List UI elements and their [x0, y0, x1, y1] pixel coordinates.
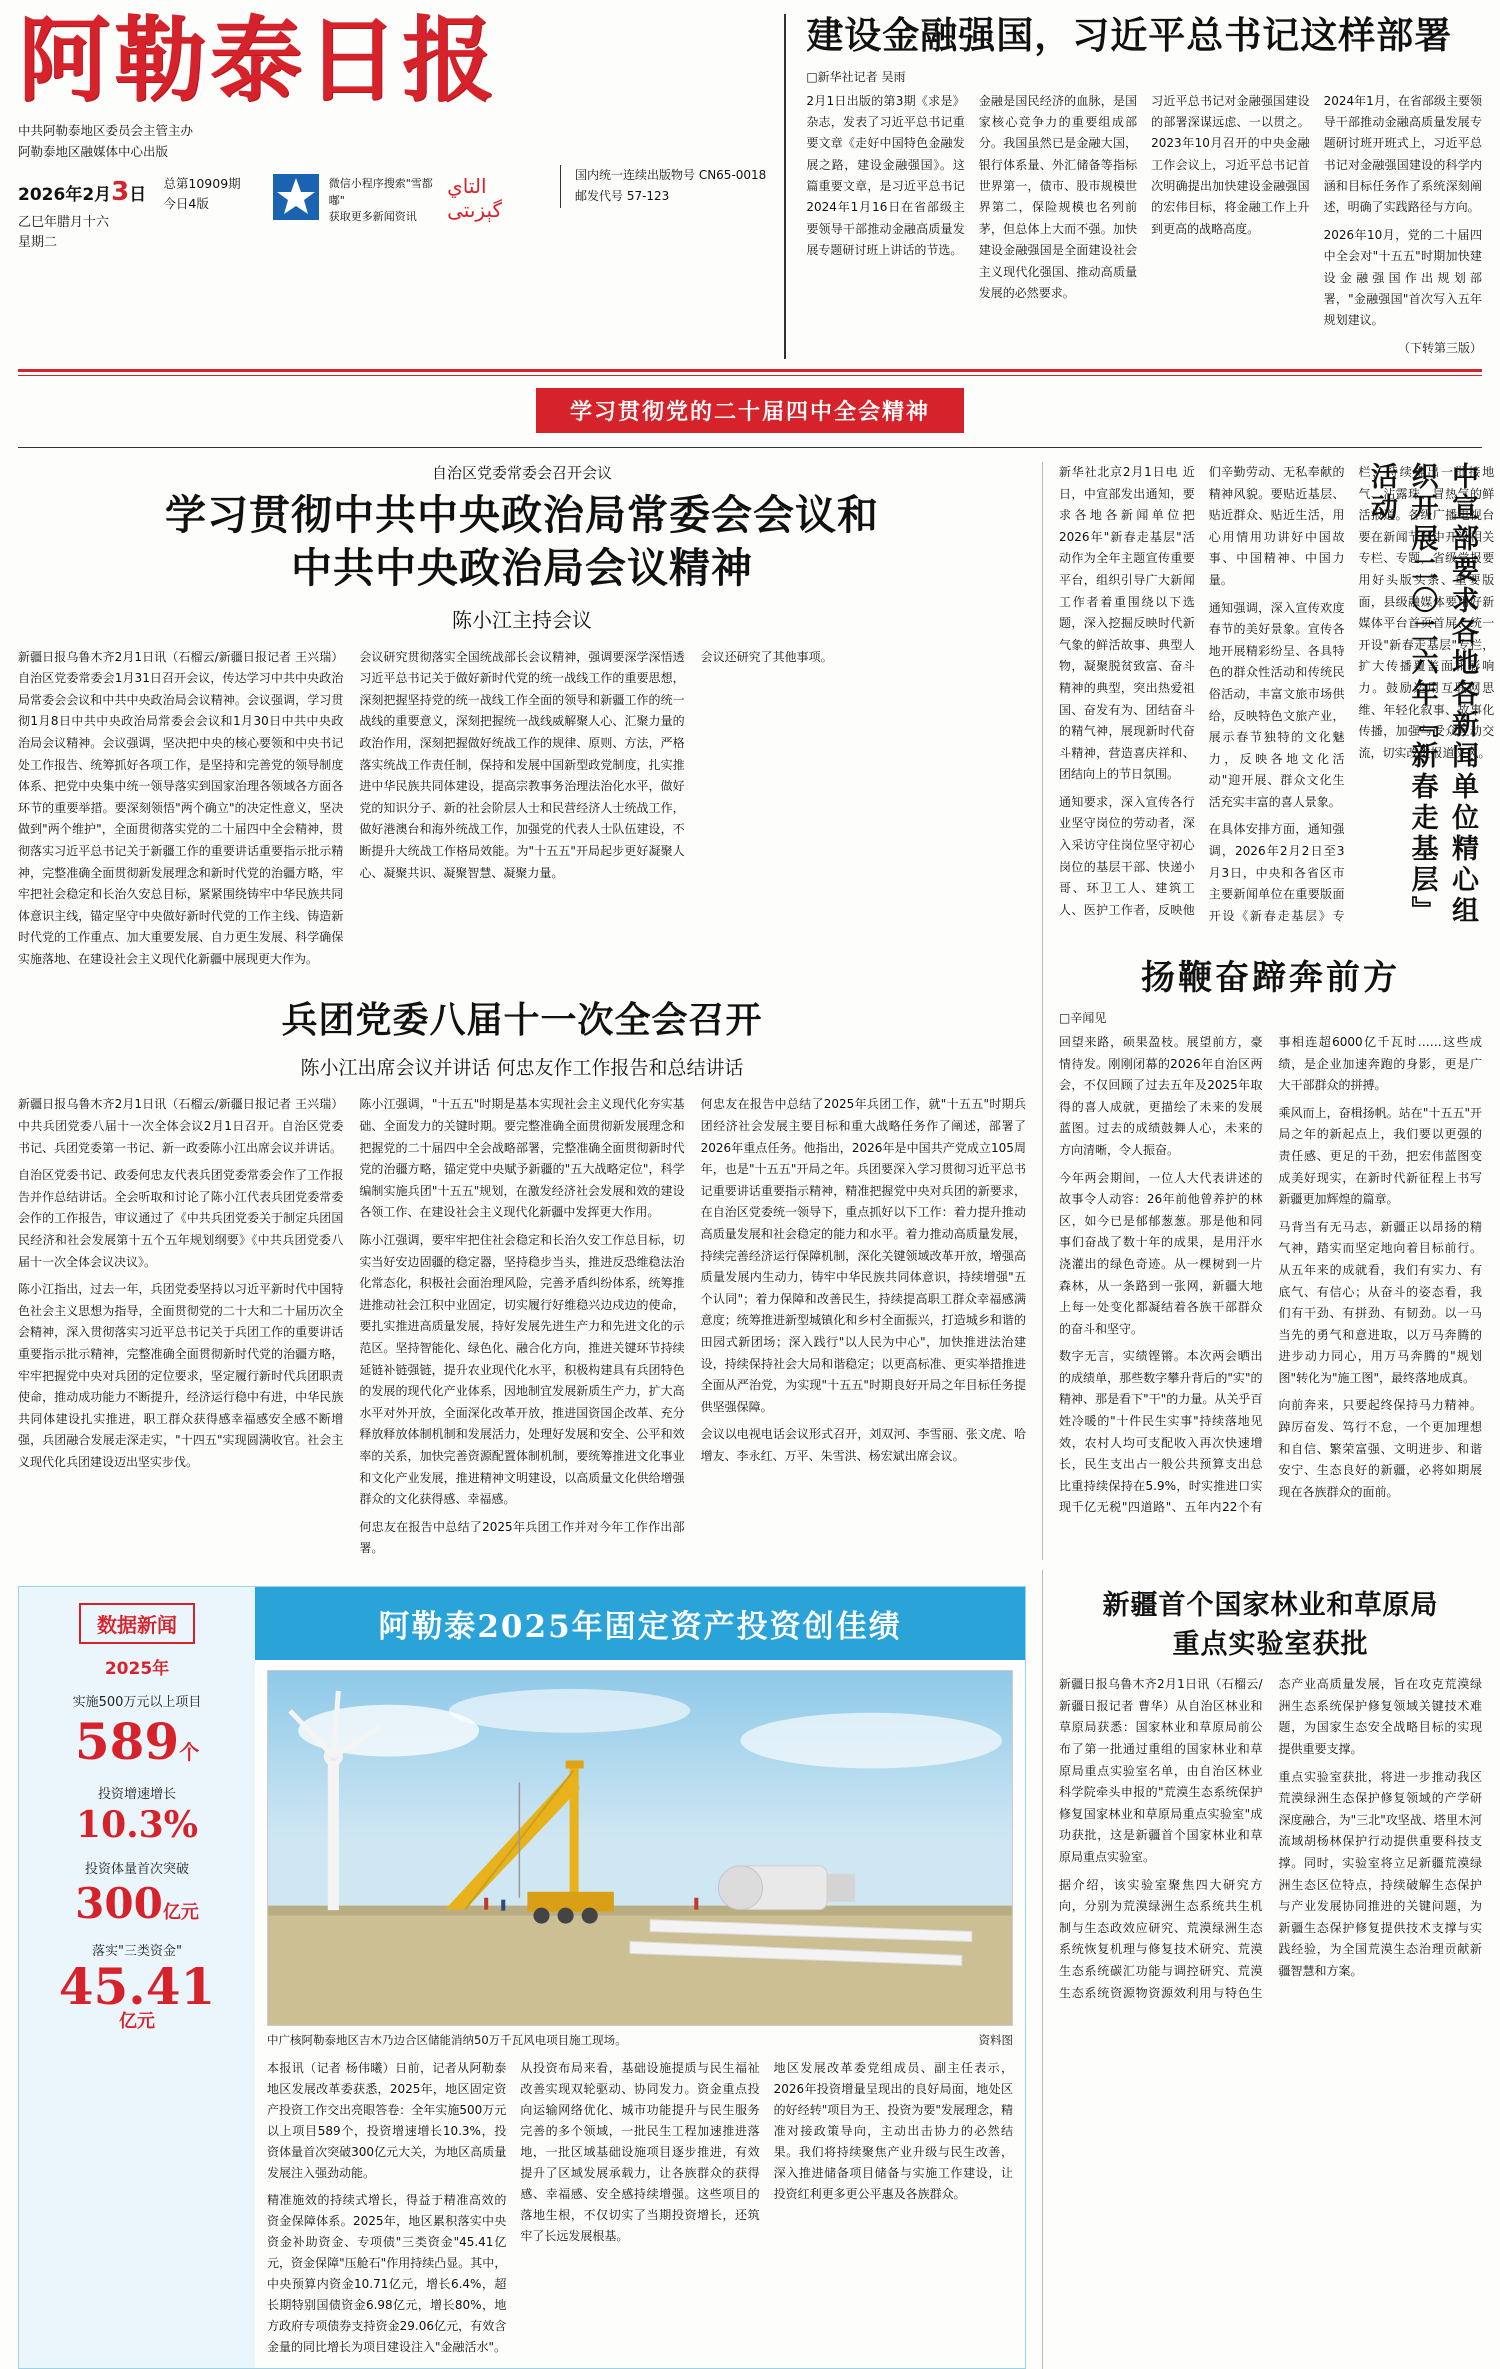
issue-number [163, 172, 262, 214]
article4-body [1059, 1032, 1482, 1519]
article5-headline-line1: 新疆首个国家林业和草原局 [1102, 1589, 1439, 1621]
article5-para-2: 据介绍，该实验室聚焦四大研究方向，分别为荒漠绿洲生态系统共生机制与生态政效应研究、荒漠绿洲生态系统恢复机理与修复技术研究、荒漠生态系统碳汇功能与调控研究、荒漠生态系统资源物资源效利用与特色生态产业高质量发展，旨在攻克荒漠绿洲生态系统保护修复领域关键技术难题，为国家生态安全战略目标的实现提供重要支撑。 [1059, 1677, 1482, 2000]
data-item-value-2 [27, 1879, 247, 1928]
article4-para-6: 向前奔来，只要起终保持马力精神。踔厉奋发、笃行不怠，一个更加理想和自信、繁荣富强、文明进步、和谐安宁、生态良好的新疆，必将如期展现在各族群众的面前。 [1278, 1398, 1482, 1499]
feature-photo [267, 1670, 1013, 2026]
feature-para-2: 精准施效的持续式增长，得益于精准高效的资金保障体系。2025年，地区累积落实中央资金补助资金、专项债"三类资金"45.41亿元，资金保障"压舱石"作用持续凸显。其中，中央预算内资金10.71亿元，增长6.4%，超长期特别国债资金6.98亿元，增长80%，地方政府专项债券支持资金29.06亿元，有效含金量的同比增长为项目建设注入"金融活水"。 [267, 2192, 507, 2354]
feature-content [255, 1660, 1025, 2368]
feature-title: 阿勒泰2025年固定资产投资创佳绩 [255, 1587, 1025, 1660]
article3 [1059, 461, 1495, 932]
article5 [1042, 1570, 1482, 2369]
article5-headline-line2: 重点实验室获批 [1172, 1629, 1369, 1661]
article1-para-1: 新疆日报乌鲁木齐2月1日讯（石榴云/新疆日报记者 王兴瑞）自治区党委常委会1月31日召开会议，传达学习中共中央政治局常委会会议和中共中央政治局会议精神。会议强调，学习贯彻1月8日中共中央政治局常委会会议和1月30日中共中央政治局会议精神。会议强调，坚决把中央的核心要领和中央书记处工作报告、统筹抓好各项工作，是坚持和完善党的领导制度体系、把党中央集中统一领导落实到国家治理各领域各方面各环节的重要举措。要深刻领悟"两个确立"的决定性意义，坚决做到"两个维护"，全面贯彻落实党的二十届四中全会精神，贯彻落实习近平总书记关于新疆工作的重要讲话重要指示批示精神，完整准确全面贯彻新发展理念和新时代党的治疆方略，牢牢把社会稳定和长治久安总目标，紧紧围绕铸牢中华民族共同体意识主线，锚定坚守中央做好新时代党的工作主线、铸造新时代党的工作重点、加大重要发展、自力更生发展、科学确保实施落地、在建设社会主义现代化新疆中展现更大作为。 [18, 649, 344, 966]
article2-headline: 兵团党委八届十一次全会召开 [281, 999, 763, 1042]
lead-para-2: 金融是国民经济的血脉，是国家核心竞争力的重要组成部分。我国虽然已是金融大国，银行体系量、外汇储备等指标世界第一，债市、股市规模世界第二，保险规模也名列前茅，但总体上大而不强。加快建设金融强国是全面建设社会主义现代化强国、推动高质量发展的必然要求。 [978, 93, 1138, 300]
feature-photo-credit: 资料图 [978, 2032, 1013, 2047]
data-news-tag: 数据新闻 [79, 1603, 195, 1644]
lead-para-4: 2024年1月，在省部级主要领导干部推动金融高质量发展专题研讨班开班式上，习近平总书记对金融强国建设的科学内涵和目标任务作了系统深刻阐述，明确了实践路径与方向。 [1323, 93, 1482, 215]
wechat-scan-text [329, 172, 437, 226]
article4-para-5: 马背当有无马志，新疆正以昂扬的精气神，踏实而坚定地向着目标前行。从五年来的成就看，我们有实力、有底气、有信心；从奋斗的姿态看，我们有干劲、有拼劲、有韧劲。以一马当先的勇气和意进取，以万马奔腾的进步动力同心，用万马奔腾的"规划图"转化为"施工图"，最终落地成真。 [1278, 1219, 1482, 1385]
article3-para-2: 通知要求，深入宣传各行业坚守岗位的劳动者，深入采访守住岗位坚守初心岗位的基层干部、快递小哥、环卫工人、建筑工人、医护工作者，反映他们辛勤劳动、无私奉献的精神风貌。要贴近基层、贴近群众、贴近生活，用心用情用功讲好中国故事、中国精神、中国力量。 [1059, 464, 1345, 917]
article5-para-1: 新疆日报乌鲁木齐2月1日讯（石榴云/新疆日报记者 曹华）从自治区林业和草原局获悉：国家林业和草原局前公布了第一批通过重组的国家林业和草原局重点实验室名单，由自治区林业科学院牵头申报的"荒漠生态系统保护修复国家林业和草原局重点实验室"成功获批，这是新疆首个国家林业和草原局重点实验室。 [1059, 1677, 1263, 1864]
banner-label: 学习贯彻党的二十届四中全会精神 [536, 388, 964, 433]
bottom-area [18, 1570, 1482, 2369]
masthead-meta [18, 172, 538, 253]
feature-box [18, 1586, 1026, 2369]
data-item-unit-3: 亿元 [119, 2011, 155, 2033]
feature-main [255, 1587, 1025, 2368]
scan-line-1: 微信小程序搜索"雪都嘟" [328, 177, 433, 207]
data-year: 2025年 [104, 1658, 170, 1679]
article2-col-3 [701, 1094, 1026, 1559]
newspaper-logo: 阿勒泰日报 [18, 6, 499, 114]
article1-headline-line1: 学习贯彻中共中央政治局常委会会议和 [165, 490, 879, 539]
article4-byline: □辛闻见 [1059, 1010, 1107, 1025]
article3-para-3: 通知强调，深入宣传欢度春节的美好景象。宣传各地开展精彩纷呈、各具特色的群众性活动和传统民俗活动，丰富文旅市场供给，反映特色文旅产业，展示春节独特的文化魅力，反映各地文化活动"迎开展、群众文化生活充实丰富的喜人景象。 [1208, 600, 1345, 809]
article2-body [18, 1094, 1026, 1559]
left-column [18, 462, 1026, 1560]
date-week: 星期二 [18, 234, 58, 250]
article4-para-1: 回望来路，硕果盈枝。展望前方，豪情待发。刚刚闭幕的2026年自治区两会，不仅回顾了过去五年及2025年取得的喜人成就，更描绘了未来的发展蓝图。过去的成绩鼓舞人心，未来的方向清晰，令人振奋。 [1059, 1034, 1263, 1157]
banner-underline [18, 447, 1482, 448]
data-item-label-3: 落实"三类资金" [92, 1943, 182, 1959]
lead-col-2 [979, 91, 1137, 359]
article1-subhead: 陈小江主持会议 [452, 607, 592, 632]
continuation-note: （下转第三版） [1397, 340, 1482, 355]
article4-para-3: 数字无言，实绩铿锵。本次两会晒出的成绩单，那些数字攀升背后的"实"的精神、那是看下"干"的力量。从关乎百姓冷暖的"十件民生实事"持续落地见效，农村人均可支配收入再次快速增长，民生支出占一般公共预算支出总比重持续保持在5.9%，时实推进口实现千亿无税"四道路"、五年内22个有事相连超6000亿千瓦时……这些成绩，是企业加速奔跑的身影，更是广大干部群众的拼搏。 [1059, 1034, 1482, 1515]
post-code: 邮发代号 57-123 [575, 189, 670, 204]
main-content [18, 461, 1495, 1560]
article1-kicker: 自治区党委常委会召开会议 [431, 463, 612, 482]
article5-body [1059, 1674, 1482, 2004]
date-main: 2026年2月3日 [18, 177, 147, 208]
article2-para-5: 陈小江强调，要牢牢把住社会稳定和长治久安工作总目标，切实当好安边固疆的稳定器，坚持稳步当头，推进反恐维稳法治化常态化，积极社会面治理风险，完善矛盾纠纷体系，统筹推进推动社会江积中业固定，切实履行好维稳兴边戍边的使命，要扎实推进高质量发展，持好发展先进生产力和先进文化的示范区。坚持智能化、绿色化、融合化方向，推进关键环节持续延链补链强链，提升农业现代化水平，积极构建具有兵团特色的发展的现代化产业体系，因地制宜发展新质生产力，扩大高水平对外开放，全面深化改革开放，推进国资国企改革、充分释放释放体制机制和发展活力，处理好发展和安全、公平和效率的关系，加快完善资源配置体制机制，要统筹推进文化事业和文化产业发展，推进精神文明建设，以高质量文化供给增强群众的文化获得感、幸福感。 [359, 1233, 685, 1507]
article2-para-3: 陈小江指出，过去一年，兵团党委坚持以习近平新时代中国特色社会主义思想为指导，全面贯彻党的二十大和二十届历次全会精神，深入贯彻落实习近平总书记关于兵团工作的重要讲话重要指示批示精神，完整准确全面贯彻新时代党的治疆方略，牢牢把握党中央对兵团的定位要求，坚定履行新时代兵团职责使命，推动成功能力不断提升，经济运行稳中有进，中华民族共同体建设扎实推进，职工群众获得感幸福感安全感不断增强，兵团融合发展走深走实，"十四五"实现圆满收官。社会主义现代化兵团建设迈出坚实步伐。 [18, 1282, 344, 1469]
article1-headline [18, 489, 1026, 596]
lead-para-3: 习近平总书记对金融强国建设的部署深谋远虑、一以贯之。2023年10月召开的中央金融工作会议上，习近平总书记首次明确提出加快建设金融强国的宏伟目标，将金融工作上升到更高的战略高度。 [1151, 93, 1310, 236]
article1-headline-line2: 中共中央政治局会议精神 [291, 544, 753, 593]
divider-thick [18, 369, 1482, 372]
article1-col-3 [701, 647, 1026, 971]
article4-para-2: 今年两会期间，一位人大代表讲述的故事令人动容：26年前他曾养护的林区，如今已是郁郁葱葱。那是他和同事们奋战了数十年的成果，是用汗水浇灌出的绿色奇迹。从一棵树到一片森林，从一条路到一张网，新疆大地上每一处变化都凝结着各族干部群众的奋斗和坚守。 [1059, 1170, 1263, 1336]
lead-body [806, 91, 1482, 359]
masthead-left [18, 6, 538, 253]
article2-para-7: 何忠友在报告中总结了2025年兵团工作，就"十五五"时期兵团经济社会发展主要目标和重大战略任务作了阐述，部署了2026年重点任务。他指出，2026年是中国共产党成立105周年，也是"十五五"开局之年。兵团要深入学习贯彻习近平总书记重要讲话重要指示精神，精准把握党中央对兵团的新要求，在自治区党委统一领导下，重点抓好以下工作：着力提升推动高质量发展和社会稳定的能力和水平。着力推动高质量发展，持续完善经济运行保障机制，深化关键领域改革开放，增强高质量发展内生动力，铸牢中华民族共同体意识，持续增强"五个认同"；着力保障和改善民生，持续提高职工群众幸福感满意度；统筹推进新型城镇化和乡村全面振兴，打造城乡和谐的田园式新团场；深入践行"以人民为中心"，加快推进法治建设，持续保持社会大局和谐稳定；以更高标准、更实举措推进全面从严治党，为实现"十五五"时期良好开局之年目标任务提供坚强保障。 [700, 1097, 1026, 1414]
data-item-label-1: 投资增速增长 [97, 1786, 176, 1802]
divider-thin [18, 375, 1482, 376]
article2-para-1: 新疆日报乌鲁木齐2月1日讯（石榴云/新疆日报记者 王兴瑞）中共兵团党委八届十一次全体会议2月1日召开。自治区党委书记、兵团党委第一书记、新一政委陈小江出席会议并讲话。 [18, 1097, 344, 1155]
feature-text-columns [267, 2058, 1013, 2358]
section-banner [18, 388, 1482, 433]
feature-photo-caption-row [267, 2032, 1013, 2048]
data-item-label-0: 实施500万元以上项目 [72, 1694, 202, 1710]
feature-para-3: 从投资布局来看，基础设施提质与民生福祉改善实现双轮驱动、协同发力。资金重点投向运输网络优化、城市功能提升与民生服务完善的多个领域，一批民生工程加速推进落地，一批区域基础设施项目逐步推进，有效提升了区域发展承载力，让各族群众的获得感、幸福感、安全感持续增强。这些项目的落地生根，不仅切实了当期投资增长，还筑牢了长远发展根基。 [520, 2060, 760, 2243]
data-item-value-1: 10.3% [76, 1803, 198, 1846]
data-item-number-0: 589 [74, 1711, 180, 1771]
article2-subhead: 陈小江出席会议并讲话 何忠友作工作报告和总结讲话 [300, 1057, 744, 1080]
article2-para-2: 自治区党委书记、政委何忠友代表兵团党委常委会作了工作报告并作总结讲话。全会听取和讨论了陈小江代表兵团党委常委会作的工作报告，审议通过了《中共兵团党委关于制定兵团国民经济和社会发展第十五个五年规划纲要》《中共兵团党委八届十一次全体会议决议》。 [18, 1168, 344, 1269]
article3-dateline: 新华社北京2月1日电 近日，中宣部发出通知，要求各地各新闻单位把2026年"新春走基层"活动作为全年主题宣传重要平台，组织引导广大新闻工作者着重围绕以下选题，深入挖掘反映时代新气象的鲜活故事、典型人物，凝聚脱贫致富、奋斗精神的典型，突出热爱祖国、奋发有为、团结奋斗的精气神，展现新时代奋斗精神，营造喜庆祥和、团结向上的节日氛围。 [1059, 464, 1195, 782]
qr-code-icon[interactable] [273, 174, 319, 220]
lead-article [784, 14, 1482, 359]
lead-headline: 建设金融强国，习近平总书记这样部署 [806, 13, 1453, 57]
masthead [18, 6, 1482, 359]
data-item-number-2: 300 [75, 1878, 163, 1928]
lead-col-1 [806, 91, 964, 359]
data-item-value-3 [27, 1956, 247, 2033]
uyghur-title: التاي گېزىتى [447, 174, 503, 223]
feature-para-1: 本报讯（记者 杨伟曦）日前，记者从阿勒泰地区发展改革委获悉，2025年，地区固定资产投资工作交出亮眼答卷：全年实施500万元以上项目589个，投资增速增长10.3%，投资体量首次突破300亿元大关，为地区高质量发展注入强劲动能。 [267, 2060, 507, 2180]
article1-col-1 [18, 647, 343, 971]
registration-info [560, 165, 766, 208]
page-count: 今日4版 [163, 196, 209, 212]
lead-para-5: 2026年10月，党的二十届四中全会对"十五五"时期加快建设金融强国作出规划部署，"金融强国"首次写入五年规划建议。 [1323, 227, 1482, 328]
publisher-line-2: 阿勒泰地区融媒体中心出版 [18, 144, 169, 160]
article5-headline [1059, 1586, 1482, 1664]
scan-line-2: 获取更多新闻资讯 [328, 210, 417, 224]
issue-total: 总第10909期 [163, 176, 241, 192]
issue-date [18, 172, 153, 253]
article1-col-2 [359, 647, 684, 971]
article3-para-4: 在具体安排方面，通知强调，2026年2月2日至3月3日，中央和各省区市主要新闻单位在重要版面开设《新春走基层》专栏，持续推出一批接地气、沾露珠、冒热气的鲜活报道。各级广播电视台要在新闻节目中开设相关专栏、专题，省级党报要用好头版头条、重要版面，县级融媒体要用好新媒体平台首页首屏、统一开设"新春走基层"专栏，扩大传播覆盖面和影响力。鼓励运用互联网思维、年轻化叙事、故事化传播，加强与受众互动交流，切实改进报道文风。 [1208, 464, 1495, 923]
article2-col-1 [18, 1094, 343, 1559]
feature-data-panel [19, 1587, 255, 2368]
article5-para-3: 重点实验室获批，将进一步推动我区荒漠绿洲生态保护修复领域的产学研深度融合，为"三北"攻坚战、塔里木河流域胡杨林保护行动提供重要科技支撑。同时，实验室将立足新疆荒漠绿洲生态区位特点，持续破解生态保护与产业发展协同推进的关键问题，为新疆生态保护修复提供技术支撑与实践经验，为全国荒漠生态治理贡献新疆智慧和方案。 [1278, 1769, 1482, 1978]
article2-col-2 [359, 1094, 684, 1559]
right-column [1042, 461, 1495, 1560]
article2-para-9: 何忠友在报告中总结了2025年兵团工作并对今年工作作出部署。 [359, 1519, 685, 1556]
article3-headline: 中宣部要求各地各新闻单位精心组织开展二〇二六年『新春走基层』活动 [1366, 461, 1478, 927]
article1-para-2: 会议研究贯彻落实全国统战部长会议精神，强调要深学深悟透习近平总书记关于做好新时代党的统一战线工作的重要思想，深刻把握坚持党的统一战线工作全面的领导和新疆工作的统一战线的重要意义，深刻把握统一战线威解聚人心、汇聚力量的政治作用，深刻把握做好统战工作的规律、原则、方法，严格落实统战工作责任制，保持和发展中国新型政党制度，扎实推进中华民族共同体建设，提高宗教事务治理法治化水平，做好党的知识分子、新的社会阶层人士和民营经济人士统战工作，做好港澳台和海外统战工作，加强党的代表人士队伍建设，不断提升大统战工作格局效能。为"十五五"开局起步更好凝聚人心、凝聚共识、凝聚智慧、凝聚力量。 [359, 649, 685, 880]
data-item-label-2: 投资体量首次突破 [84, 1861, 189, 1877]
feature-photo-caption: 中广核阿勒泰地区吉木乃边合区储能消纳50万千瓦风电项目施工现场。 [267, 2032, 627, 2047]
article4-headline: 扬鞭奋蹄奔前方 [1141, 957, 1400, 998]
feature-para-4: 地区发展改革委党组成员、副主任表示，2026年投资增量呈现出的良好局面，地处区的好经转"项目为王、投资为要"发展理念，精准对接政策导向，主动出击协力的必然结果。我们将持续聚焦产业升级与民生改善，深入推进储备项目储备与实施工作建设，让投资红利更多更公平惠及各族群众。 [773, 2060, 1013, 2201]
publisher-info [18, 120, 538, 163]
article2-attendees: 会议以电视电话会议形式召开，刘双河、李雪丽、张文虎、哈增友、李永红、万平、朱雪洪、杨宏斌出席会议。 [700, 1427, 1026, 1463]
lead-col-4 [1324, 91, 1482, 359]
lead-para-1: 2月1日出版的第3期《求是》杂志，发表了习近平总书记重要文章《走好中国特色金融发展之路，建设金融强国》。这篇重要文章，是习近平总书记2024年1月16日在省部级主要领导干部推动金融高质量发展专题研讨班上讲话的节选。 [806, 93, 965, 258]
data-item-unit-0: 个 [179, 1739, 200, 1764]
feature-col-2 [520, 2058, 759, 2358]
feature-col-1 [267, 2058, 506, 2358]
data-item-unit-2: 亿元 [162, 1901, 199, 1923]
date-lunar: 乙巳年腊月十六 [18, 214, 110, 230]
data-item-number-3: 45.41 [58, 1956, 216, 2016]
article1-para-3: 会议还研究了其他事项。 [700, 649, 833, 664]
article1-body [18, 647, 1026, 971]
data-item-value-0 [27, 1712, 247, 1771]
lead-col-3 [1151, 91, 1309, 359]
registration-number: 国内统一连续出版物号 CN65-0018 [575, 167, 767, 182]
article4-para-4: 乘风而上，奋楫扬帆。站在"十五五"开局之年的新起点上，我们要以更强的责任感、更足的干劲，把宏伟蓝图变成美好现实，在新时代新征程上书写新疆更加辉煌的篇章。 [1278, 1105, 1482, 1207]
lead-byline: □新华社记者 吴雨 [806, 69, 906, 84]
feature-col-3 [774, 2058, 1013, 2358]
publisher-line-1: 中共阿勒泰地区委员会主管主办 [18, 122, 194, 138]
article2-para-4: 陈小江强调，"十五五"时期是基本实现社会主义现代化夯实基础、全面发力的关键时期。要完整准确全面贯彻新发展理念和把握党的二十届四中全会战略部署，完整准确全面贯彻新时代党的治疆方略，锚定党中央赋予新疆的"五大战略定位"，科学编制实施兵团"十五五"规划，在激发经济社会发展和效的建设各领工作、在建设社会主义现代化新疆中发挥更大作用。 [359, 1097, 685, 1220]
feature-data-list [19, 1587, 255, 2048]
